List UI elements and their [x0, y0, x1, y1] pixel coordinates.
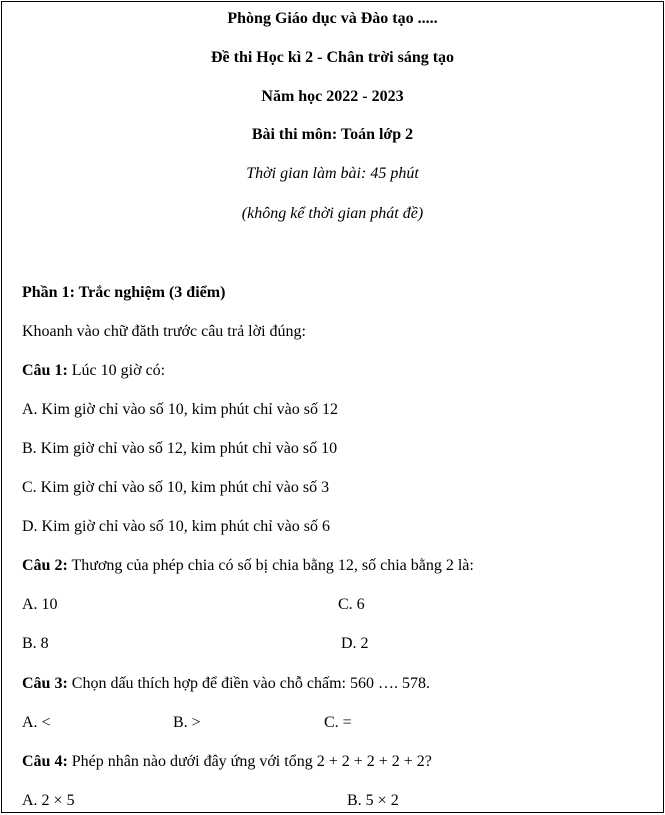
- question-1: [22, 361, 165, 381]
- q4-option-b: B. 5 × 2: [347, 792, 399, 809]
- question-label: Câu 4:: [22, 753, 68, 770]
- q1-option-b: B. Kim giờ chỉ vào số 12, kim phút chỉ vào số 10: [22, 440, 338, 457]
- question-text: Chọn dấu thích hợp để điền vào chỗ chấm: 560 …. 578.: [67, 675, 430, 692]
- question-label: Câu 3:: [22, 675, 68, 692]
- question-text: Lúc 10 giờ có:: [67, 362, 166, 379]
- q1-option-a: A. Kim giờ chỉ vào số 10, kim phút chỉ vào số 12: [22, 401, 338, 418]
- question-3: [22, 674, 430, 694]
- q2-option-d: D. 2: [341, 635, 369, 652]
- question-label: Câu 2:: [22, 557, 68, 574]
- q4-option-a: A. 2 × 5: [22, 792, 75, 809]
- exam-page: [1, 1, 664, 813]
- question-4: [22, 752, 432, 772]
- q2-option-a: A. 10: [22, 596, 58, 613]
- section-title: Phần 1: Trắc nghiệm (3 điểm): [22, 284, 226, 301]
- q1-option-c: C. Kim giờ chỉ vào số 10, kim phút chỉ vào số 3: [22, 479, 330, 496]
- school-year: Năm học 2022 - 2023: [261, 88, 404, 105]
- question-text: Thương của phép chia có số bị chia bằng 12, số chia bằng 2 là:: [67, 557, 474, 574]
- subject-line: Bài thi môn: Toán lớp 2: [251, 126, 414, 143]
- duration-line: Thời gian làm bài: 45 phút: [246, 165, 419, 182]
- section-instruction: Khoanh vào chữ đăth trước câu trả lời đúng:: [22, 323, 306, 340]
- department-heading: Phòng Giáo dục và Đào tạo .....: [227, 10, 438, 27]
- q2-option-c: C. 6: [338, 596, 365, 613]
- q3-option-b: B. >: [173, 714, 201, 731]
- question-text: Phép nhân nào dưới đây ứng với tổng 2 + 2 + 2 + 2 + 2?: [67, 753, 432, 770]
- question-label: Câu 1:: [22, 362, 68, 379]
- exam-title: Đề thi Học kì 2 - Chân trời sáng tạo: [210, 49, 455, 66]
- q3-option-a: A. <: [22, 714, 51, 731]
- question-2: [22, 556, 474, 576]
- q3-option-c: C. =: [324, 714, 352, 731]
- q1-option-d: D. Kim giờ chỉ vào số 10, kim phút chỉ vào số 6: [22, 518, 330, 535]
- duration-note: (không kể thời gian phát đề): [241, 205, 424, 222]
- q2-option-b: B. 8: [22, 635, 49, 652]
